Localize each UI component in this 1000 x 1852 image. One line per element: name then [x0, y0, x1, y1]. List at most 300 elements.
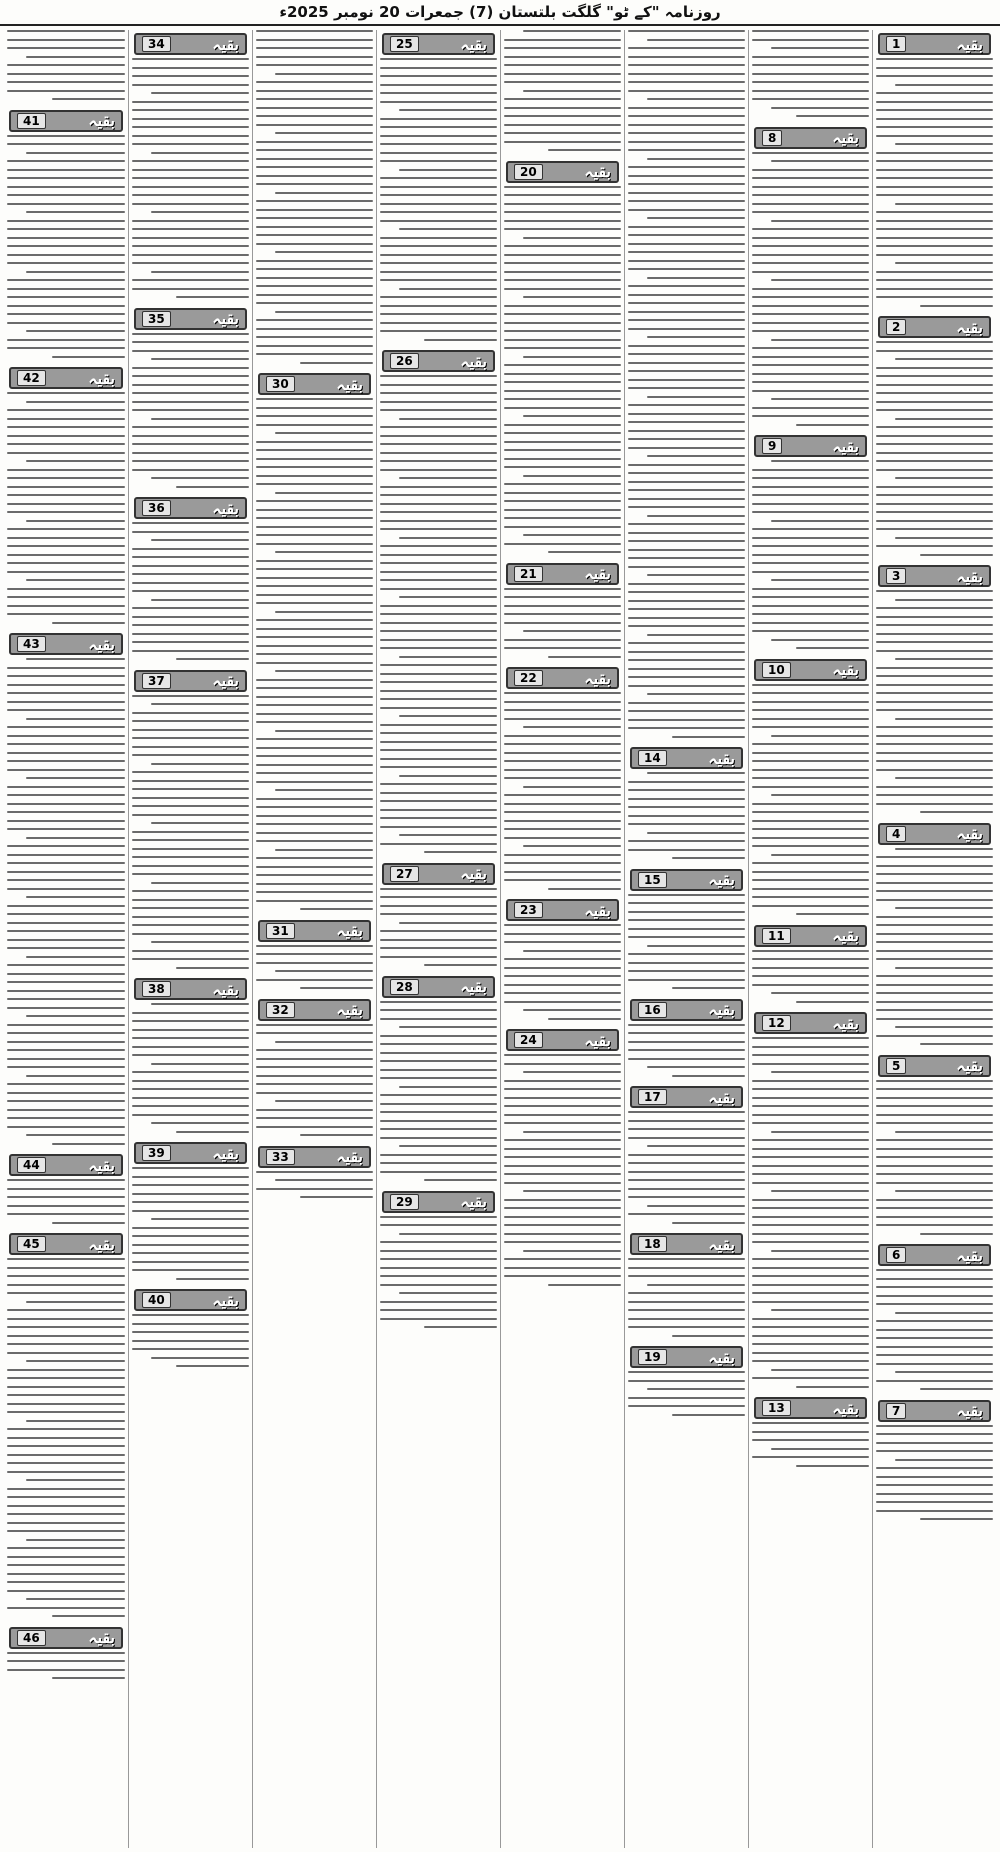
text-line	[256, 81, 373, 83]
text-line	[628, 302, 745, 304]
text-line	[876, 1501, 993, 1503]
text-line	[26, 460, 125, 462]
text-line	[876, 794, 993, 796]
text-line	[752, 390, 869, 392]
text-line	[771, 1071, 869, 1073]
text-line	[132, 1244, 249, 1246]
article-text-lines	[132, 522, 249, 660]
text-line	[380, 460, 497, 462]
text-line	[7, 322, 125, 324]
text-line	[7, 452, 125, 454]
text-line	[752, 1292, 869, 1294]
text-line	[132, 616, 249, 618]
text-line	[628, 823, 745, 825]
text-line	[380, 1224, 497, 1226]
text-line	[132, 754, 249, 756]
text-line	[504, 701, 621, 703]
text-line	[752, 837, 869, 839]
text-line	[628, 464, 745, 466]
text-line	[26, 271, 125, 273]
text-line	[380, 118, 497, 120]
text-line	[399, 169, 497, 171]
text-line	[7, 1188, 125, 1190]
text-line	[256, 534, 373, 536]
text-line	[752, 537, 869, 539]
text-line	[628, 979, 745, 981]
continuation-block	[380, 1188, 497, 1335]
text-line	[876, 384, 993, 386]
text-line	[752, 743, 869, 745]
text-line	[26, 718, 125, 720]
text-line	[132, 1046, 249, 1048]
text-line	[132, 375, 249, 377]
text-line	[628, 1301, 745, 1303]
text-line	[132, 101, 249, 103]
text-line	[876, 1329, 993, 1331]
text-line	[132, 1323, 249, 1325]
text-line	[628, 1267, 745, 1269]
text-line	[7, 1590, 125, 1592]
text-line	[628, 498, 745, 500]
text-line	[876, 1442, 993, 1444]
text-line	[504, 1122, 621, 1124]
continuation-header	[878, 565, 991, 587]
text-line	[380, 1241, 497, 1243]
text-line	[504, 605, 621, 607]
text-line	[7, 1335, 125, 1337]
text-column	[872, 30, 996, 1848]
text-line	[256, 1117, 373, 1119]
text-line	[504, 941, 621, 943]
text-line	[752, 373, 869, 375]
text-line	[132, 435, 249, 437]
continuation-label: بقیہ	[212, 1290, 239, 1310]
text-line	[628, 849, 745, 851]
continuation-block	[256, 996, 373, 1143]
text-line	[7, 537, 125, 539]
text-line	[647, 39, 745, 41]
text-line	[380, 681, 497, 683]
text-line	[876, 494, 993, 496]
text-line	[752, 64, 869, 66]
text-line	[752, 1224, 869, 1226]
continuation-label: بقیہ	[832, 1013, 859, 1033]
text-line	[504, 1216, 621, 1218]
text-line	[132, 401, 249, 403]
text-line	[523, 726, 621, 728]
article-text-lines	[7, 658, 125, 1145]
text-line	[26, 956, 125, 958]
text-line	[132, 160, 249, 162]
text-line	[876, 271, 993, 273]
text-line	[647, 1388, 745, 1390]
text-line	[132, 169, 249, 171]
text-line	[26, 896, 125, 898]
continuation-block	[7, 364, 125, 630]
continuation-header	[878, 1400, 991, 1422]
text-line	[26, 579, 125, 581]
text-line	[256, 166, 373, 168]
continuation-number: 17	[638, 1089, 667, 1105]
text-line	[504, 390, 621, 392]
continuation-block	[256, 30, 373, 370]
text-line	[876, 1088, 993, 1090]
text-line	[771, 339, 869, 341]
article-text-lines	[752, 1422, 869, 1467]
text-line	[256, 679, 373, 681]
continuation-block	[628, 866, 745, 996]
text-line	[399, 537, 497, 539]
text-line	[300, 987, 373, 989]
text-line	[628, 953, 745, 955]
text-line	[7, 1573, 125, 1575]
text-line	[771, 1250, 869, 1252]
text-line	[504, 967, 621, 969]
text-line	[752, 1173, 869, 1175]
continuation-header	[878, 316, 991, 338]
text-line	[647, 772, 745, 774]
text-line	[380, 698, 497, 700]
text-line	[752, 486, 869, 488]
text-line	[628, 1041, 745, 1043]
text-line	[752, 709, 869, 711]
text-line	[628, 260, 745, 262]
text-line	[132, 729, 249, 731]
text-line	[752, 1275, 869, 1277]
text-line	[504, 194, 621, 196]
text-line	[876, 950, 993, 952]
text-line	[7, 245, 125, 247]
text-line	[132, 831, 249, 833]
text-line	[132, 1071, 249, 1073]
continuation-label: بقیہ	[212, 671, 239, 690]
text-line	[132, 1331, 249, 1333]
text-line	[52, 622, 125, 624]
text-line	[256, 175, 373, 177]
continuation-header	[134, 670, 247, 692]
text-line	[399, 1292, 497, 1294]
text-line	[380, 1009, 497, 1011]
text-line	[256, 577, 373, 579]
text-line	[752, 630, 869, 632]
text-line	[380, 622, 497, 624]
text-line	[876, 769, 993, 771]
text-line	[504, 1224, 621, 1226]
article-text-lines	[752, 684, 869, 916]
text-line	[7, 1607, 125, 1609]
text-line	[876, 220, 993, 222]
text-line	[647, 98, 745, 100]
text-line	[275, 192, 373, 194]
text-line	[256, 509, 373, 511]
text-line	[256, 294, 373, 296]
text-line	[380, 177, 497, 179]
text-line	[151, 211, 249, 213]
text-line	[876, 194, 993, 196]
text-line	[380, 1267, 497, 1269]
continuation-number: 38	[142, 981, 171, 997]
continuation-number: 27	[390, 866, 419, 882]
continuation-number: 29	[390, 1194, 419, 1210]
text-line	[256, 713, 373, 715]
text-line	[876, 177, 993, 179]
text-line	[504, 692, 621, 694]
text-line	[26, 1420, 125, 1422]
text-line	[7, 596, 125, 598]
text-line	[504, 854, 621, 856]
text-line	[275, 132, 373, 134]
text-line	[628, 1171, 745, 1173]
text-line	[876, 1380, 993, 1382]
text-line	[7, 64, 125, 66]
text-line	[256, 594, 373, 596]
text-line	[7, 1258, 125, 1260]
continuation-number: 6	[886, 1247, 906, 1263]
text-line	[380, 1301, 497, 1303]
text-line	[504, 1063, 621, 1065]
text-line	[752, 1318, 869, 1320]
text-line	[256, 979, 373, 981]
text-line	[895, 718, 993, 720]
text-line	[523, 786, 621, 788]
text-line	[256, 200, 373, 202]
text-line	[771, 992, 869, 994]
continuation-block	[876, 1052, 993, 1242]
text-line	[275, 730, 373, 732]
text-line	[876, 1286, 993, 1288]
text-line	[424, 964, 497, 966]
text-line	[132, 924, 249, 926]
text-line	[752, 288, 869, 290]
text-line	[380, 1275, 497, 1277]
text-line	[752, 1054, 869, 1056]
text-line	[628, 353, 745, 355]
text-line	[256, 840, 373, 842]
text-line	[380, 707, 497, 709]
continuation-block	[504, 158, 621, 560]
text-line	[647, 1066, 745, 1068]
continuation-label: بقیہ	[832, 128, 859, 147]
text-line	[876, 786, 993, 788]
text-line	[504, 777, 621, 779]
continuation-label: بقیہ	[584, 1030, 611, 1050]
text-line	[7, 392, 125, 394]
text-line	[380, 956, 497, 958]
text-line	[504, 313, 621, 315]
text-line	[176, 967, 249, 969]
text-line	[151, 941, 249, 943]
text-line	[132, 1012, 249, 1014]
text-line	[504, 622, 621, 624]
continuation-label: بقیہ	[88, 111, 115, 130]
text-line	[7, 1309, 125, 1311]
continuation-label: بقیہ	[336, 1000, 363, 1019]
text-line	[876, 1484, 993, 1486]
text-line	[256, 500, 373, 502]
text-line	[7, 90, 125, 92]
text-line	[876, 469, 993, 471]
text-line	[876, 1493, 993, 1495]
text-line	[876, 545, 993, 547]
text-line	[628, 421, 745, 423]
continuation-block	[132, 494, 249, 667]
text-line	[504, 794, 621, 796]
text-line	[380, 1171, 497, 1173]
text-line	[7, 203, 125, 205]
continuation-block	[256, 1143, 373, 1205]
text-line	[380, 843, 497, 845]
text-line	[752, 1105, 869, 1107]
text-line	[876, 58, 993, 60]
text-line	[920, 1518, 993, 1520]
text-line	[26, 401, 125, 403]
text-line	[752, 186, 869, 188]
text-line	[7, 443, 125, 445]
text-line	[628, 702, 745, 704]
text-line	[132, 650, 249, 652]
text-line	[876, 650, 993, 652]
article-text-lines	[876, 1080, 993, 1235]
continuation-label: بقیہ	[708, 748, 735, 768]
text-line	[628, 1213, 745, 1215]
text-column	[376, 30, 500, 1848]
text-line	[752, 1301, 869, 1303]
article-text-lines	[380, 58, 497, 341]
text-line	[380, 384, 497, 386]
continuation-number: 25	[390, 36, 419, 52]
text-line	[380, 67, 497, 69]
text-line	[628, 1111, 745, 1113]
text-line	[504, 984, 621, 986]
text-line	[256, 234, 373, 236]
text-line	[132, 392, 249, 394]
text-line	[628, 806, 745, 808]
text-line	[504, 432, 621, 434]
article-text-lines	[256, 398, 373, 910]
text-line	[895, 1026, 993, 1028]
text-line	[132, 565, 249, 567]
text-line	[26, 211, 125, 213]
continuation-block	[7, 1151, 125, 1230]
text-line	[647, 277, 745, 279]
text-line	[752, 356, 869, 358]
continuation-header	[134, 33, 247, 55]
text-line	[504, 288, 621, 290]
article-text-lines	[628, 1258, 745, 1337]
text-line	[380, 1154, 497, 1156]
text-line	[920, 1233, 993, 1235]
text-line	[752, 98, 869, 100]
text-line	[151, 703, 249, 705]
text-line	[876, 958, 993, 960]
text-line	[752, 1097, 869, 1099]
text-line	[256, 832, 373, 834]
continuation-label: بقیہ	[88, 1234, 115, 1254]
text-line	[7, 1428, 125, 1430]
text-line	[876, 279, 993, 281]
text-line	[132, 746, 249, 748]
text-line	[380, 545, 497, 547]
text-line	[132, 797, 249, 799]
text-line	[752, 271, 869, 273]
continuation-label: بقیہ	[460, 864, 487, 883]
text-line	[895, 84, 993, 86]
text-line	[628, 523, 745, 525]
text-line	[132, 118, 249, 120]
text-line	[7, 73, 125, 75]
text-line	[256, 268, 373, 270]
text-line	[752, 1046, 869, 1048]
continuation-block	[752, 656, 869, 922]
text-line	[771, 579, 869, 581]
text-line	[876, 1269, 993, 1271]
text-line	[132, 443, 249, 445]
text-line	[380, 817, 497, 819]
text-line	[380, 766, 497, 768]
text-line	[876, 1425, 993, 1427]
text-line	[752, 811, 869, 813]
text-line	[7, 279, 125, 281]
text-line	[504, 735, 621, 737]
text-column	[748, 30, 872, 1848]
text-line	[380, 613, 497, 615]
text-line	[7, 39, 125, 41]
text-line	[628, 183, 745, 185]
text-line	[876, 890, 993, 892]
text-line	[275, 670, 373, 672]
text-line	[752, 1122, 869, 1124]
continuation-label: بقیہ	[88, 1155, 115, 1175]
text-line	[7, 845, 125, 847]
text-line	[628, 149, 745, 151]
text-line	[504, 1182, 621, 1184]
text-line	[7, 296, 125, 298]
text-line	[132, 194, 249, 196]
text-line	[771, 398, 869, 400]
continuation-label: بقیہ	[832, 1398, 859, 1418]
text-line	[895, 658, 993, 660]
article-text-lines	[256, 945, 373, 990]
text-line	[752, 245, 869, 247]
text-line	[7, 1117, 125, 1119]
continuation-label: بقیہ	[956, 1401, 983, 1420]
text-line	[380, 905, 497, 907]
continuation-label: بقیہ	[708, 870, 735, 889]
text-line	[132, 788, 249, 790]
text-line	[132, 958, 249, 960]
text-line	[796, 1386, 869, 1388]
text-line	[628, 1292, 745, 1294]
text-line	[504, 1233, 621, 1235]
text-line	[752, 769, 869, 771]
continuation-number: 45	[17, 1236, 46, 1252]
text-line	[7, 998, 125, 1000]
continuation-block	[380, 973, 497, 1188]
article-text-lines	[752, 30, 869, 117]
text-column	[128, 30, 252, 1848]
text-line	[132, 737, 249, 739]
text-line	[647, 396, 745, 398]
text-line	[647, 832, 745, 834]
text-line	[256, 277, 373, 279]
text-line	[672, 987, 745, 989]
text-line	[380, 426, 497, 428]
text-line	[895, 1459, 993, 1461]
text-line	[628, 413, 745, 415]
text-line	[628, 251, 745, 253]
continuation-block	[752, 922, 869, 1010]
text-line	[380, 58, 497, 60]
